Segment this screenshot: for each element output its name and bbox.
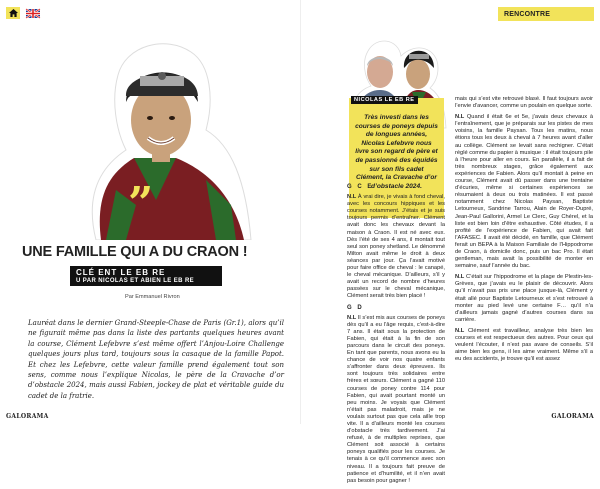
answer-4 [455,274,593,324]
jockey-portrait [56,30,256,240]
answer-4-text: C’était sur l’hippodrome et la plage de Plestin-les-Grèves, que j’avais eu le plaisir de découvrir. Alors qu’il n’avait pas pris une place jusque-là, Clément y était allé pour Baptiste Letourneux et s’est retrouvé à monter au pied levé une certaine F… qu’il n’a d’ailleurs jamais gagné d’autres courses dans sa carrière. [455,274,593,323]
uk-flag-icon[interactable] [26,9,40,18]
answer-3 [455,114,593,270]
home-button[interactable] [6,7,20,19]
author-byline: Par Emmanuel Rivron [125,294,180,300]
answer-2-text: Il s’est mis aux courses de poneys dès qu’il a eu l’âge requis, c’est-à-dire 7 ans. Il était sous la protection de Fabien, qui était à la fin de son parcours dans le circuit des poneys. En tant que parents, nous avons eu la chance de voir nos quatre enfants s’affronter dans deux épreuves. Ils sont toujours très solidaires entre frères et sœurs. Clément a gagné 110 courses de poney contre 114 pour Fabien, qui avait pourtant monté un peu moins. Je voyais que Clément n’était pas maladroit, mais je ne voulais surtout pas que cela aille trop vite. Il a d’ailleurs monté les courses d’obstacle très tardivement. J’ai refusé, à de multiples reprises, que Clément soit associé à certains poneys qualifiés pour les courses. Je tenais à ce qu’il commence avec son niveau. Il a toujours fait preuve de patience et d’humilité, et il n’en avait pas besoin pour gagner ! [347,314,445,484]
article-column-2 [455,96,593,412]
question-heading-1: G C E [347,184,374,190]
question-heading-2: G D [347,304,364,311]
right-page [300,0,600,484]
lead-text: Très investi dans les courses de poneys depuis de longues années, Nicolas Lefebvre nous livre son regard de père et de passionné des équidés sur son fils cadet Clément, la Cravache d’or d’obstacle 2024. [355,114,438,190]
section-tag: RENCONTRE [498,7,594,21]
footer-logo: GALORAMA [6,413,49,420]
banner-name: CLÉ ENT LE EB RE [76,268,166,277]
answer-4-marker: N.L [455,274,465,281]
quote-mark: ” [128,178,154,229]
answer-3-text: Quand il était 6e et 5e, j’avais deux chevaux à l’entraînement, que je préparais sur les pistes de mes voisins, la famille Paysan. Tous les matins, nous étions tous les deux à cheval à 7 heures avant d’aller au collège. Clément se levait sans rechigner. C’était réglé comme du papier à musique : il était toujours pile à l’heure pour aller en cours. En parallèle, il a fait de très nombreux stages, grâce également aux expériences de Fabien. Alors qu’il montait à peine en course, Clément avait dû passer dans une trentaine d’écuries, même si certaines expériences se résumaient à deux ou trois matinées. Il est passé notamment chez Nicolas Paysan, Baptiste Letourneux, Sandrine Tarrou, Alain de Royer-Dupré, Jean-Paul Gallorini, Armel Le Clerc, Guy Chérel, et la liste est bien loin d’être exhaustive. Côté études, il a profité de l’expérience de Fabien, qui avait fait l’AFASEC. Il avait été décidé, en famille, que Clément ferait un BEPA à la Maison Familiale de l’Hippodrome de Craon, à domicile donc, puis un bac Pro. Il était gentleman, mais avait la possibilité de monter en semaine, sauf l’année du bac. [455,114,593,270]
answer-5-marker: N.L [455,327,465,334]
left-page [0,0,300,424]
photo-caption-tag: NICOLAS LE EB RE [351,96,418,104]
intro-paragraph: Lauréat dans le dernier Grand-Steeple-Chase de Paris (Gr.1), alors qu’il ne figurait même pas dans la liste des partants quelques heures avant la course, Clément Lefebvre s’est même offert l’Anjou-Loire Challenge quelques jours plus tard, toujours sous la casaque de la famille Papot. Et chez les Lefebvre, cette valeur famille prend également tout son sens, comme nous l’explique Nicolas, le père de la Cravache d’or d’obstacle 2024, mais aussi Fabien, jockey de plat et véritable guide du cadet de la fratrie. [28,319,284,400]
banner-subtitle: U PAR NICOLAS ET ABIEN LE EB RE [76,278,195,284]
article-column-1 [347,184,445,489]
top-bar [0,0,300,22]
continued-text: mais qui s’est vite retrouvé blasé. Il faut toujours avoir l’envie d’avancer, comme un poulain en quelque sorte. [455,96,593,110]
answer-2 [347,315,445,485]
answer-5-text: Clément est travailleur, analyse très bien les courses et est respectueux des autres. Pour ceux qui veulent l’écouter, il n’est pas avare de conseils. S’il aime bien les gens, il les aime vraiment. Même s’il a eu des accidents, je trouve qu’il est assez [455,327,593,363]
answer-2-marker: N.L [347,314,357,321]
answer-5 [455,328,593,363]
answer-1 [347,194,445,300]
answer-1-marker: N.L [347,194,357,201]
footer-logo: GALORAMA [551,413,594,420]
answer-3-marker: N.L [455,114,465,121]
answer-1-text: À vrai dire, je vivais à fond cheval, avec les concours hippiques et les courses notamment. J’étais et je suis toujours permis d’entraîner. Clément avait donc les chevaux devant la maison à Craon. Il est né avec eux. Dès l’été de ses 4 ans, il montait tout seul son poney shetland. Le dénommé Milton avait même le droit à deux séances par jour. Ça l’avait motivé pour faire office de cheval : le canapé, le cheval mécanique. D’ailleurs, s’il y avait un record de nombre d’heures passées sur le cheval mécanique, Clément serait très bien placé ! [347,194,445,300]
home-icon [9,9,18,17]
name-banner [70,266,222,286]
headline: UNE FAMILLE QUI A DU CRAON ! [22,244,248,260]
